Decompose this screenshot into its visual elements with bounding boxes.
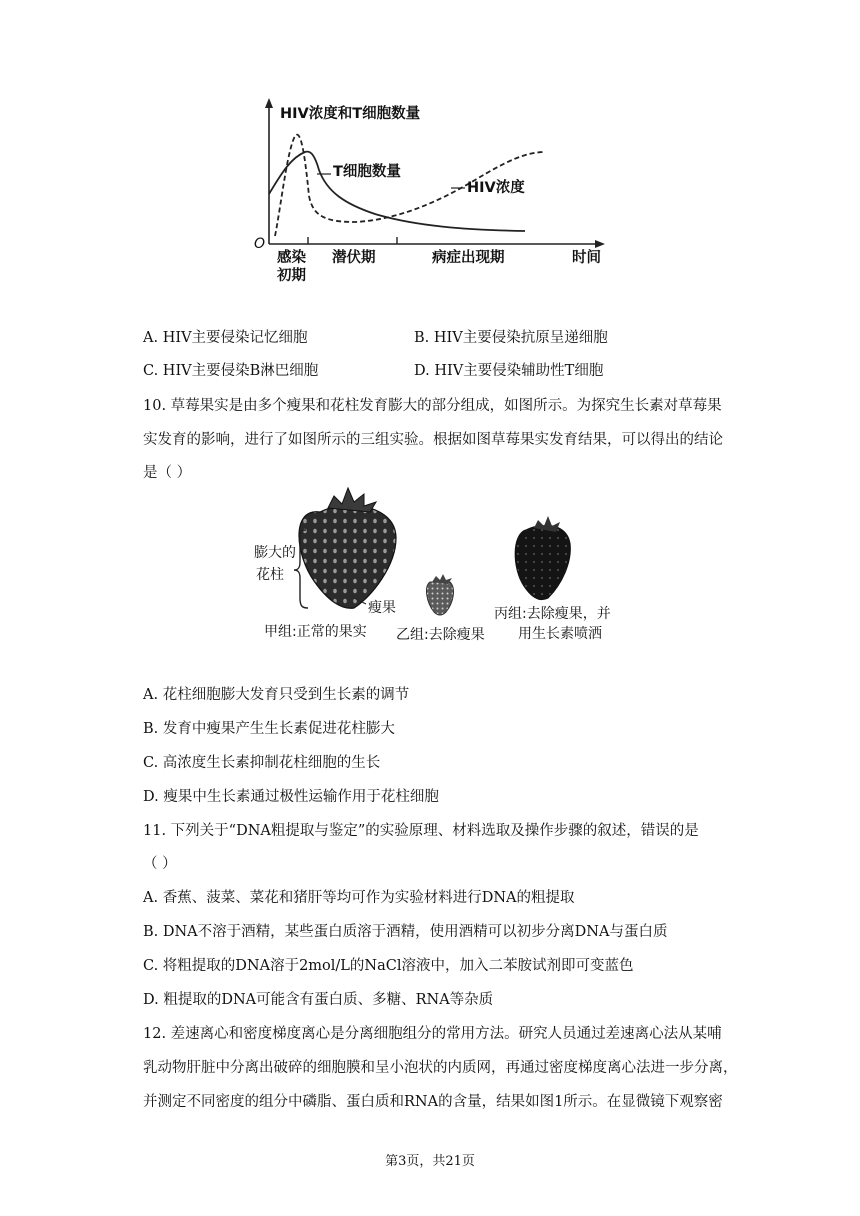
group3-label-2: 用生长素喷洒 [518, 626, 602, 642]
q11-option-d: D. 粗提取的DNA可能含有蛋白质、多糖、RNA等杂质 [143, 992, 494, 1008]
q11-option-c: C. 将粗提取的DNA溶于2mol/L的NaCl溶液中，加入二苯胺试剂即可变蓝色 [143, 958, 634, 974]
q11-option-a: A. 香蕉、菠菜、菜花和猪肝等均可作为实验材料进行DNA的粗提取 [143, 890, 575, 906]
q10-stem-line1: 10. 草莓果实是由多个瘦果和花柱发育膨大的部分组成，如图所示。为探究生长素对草莓果 [143, 398, 722, 414]
q11-stem-line1: 11. 下列关于“DNA粗提取与鉴定”的实验原理、材料选取及操作步骤的叙述，错误的是 [143, 823, 699, 839]
graph-xlabel: 时间 [572, 250, 601, 266]
q10-stem-line3: 是（ ） [143, 465, 192, 481]
phase-latent: 潜伏期 [332, 250, 376, 266]
graph-ylabel: HIV浓度和T细胞数量 [280, 106, 421, 122]
phase-symptom: 病症出现期 [432, 250, 505, 266]
q9-option-a: A. HIV主要侵染记忆细胞 [143, 330, 308, 346]
q10-option-a: A. 花柱细胞膨大发育只受到生长素的调节 [143, 687, 410, 703]
group3-label-1: 丙组:去除瘦果，并 [494, 606, 611, 622]
graph-origin: O [254, 236, 266, 252]
hiv-label: HIV浓度 [467, 180, 525, 196]
q10-option-c: C. 高浓度生长素抑制花柱细胞的生长 [143, 755, 381, 771]
strawberry-auxin-sprayed [515, 516, 570, 600]
q10-stem-line2: 实发育的影响，进行了如图所示的三组实验。根据如图草莓果实发育结果，可以得出的结论 [143, 432, 723, 448]
q12-stem-line3: 并测定不同密度的组分中磷脂、蛋白质和RNA的含量，结果如图1所示。在显微镜下观察密 [143, 1094, 723, 1110]
strawberry-normal [299, 488, 396, 608]
x-axis-arrow [595, 240, 605, 248]
hiv-tcell-graph [245, 96, 615, 291]
phase-infection-2: 初期 [277, 268, 306, 284]
q11-option-b: B. DNA不溶于酒精，某些蛋白质溶于酒精，使用酒精可以初步分离DNA与蛋白质 [143, 924, 668, 940]
page-footer: 第3页，共21页 [385, 1154, 475, 1169]
y-axis-arrow [265, 98, 273, 108]
q9-option-d: D. HIV主要侵染辅助性T细胞 [414, 363, 604, 379]
group1-label: 甲组:正常的果实 [264, 624, 367, 640]
q12-stem-line2: 乳动物肝脏中分离出破碎的细胞膜和呈小泡状的内质网，再通过密度梯度离心法进一步分离， [143, 1060, 738, 1076]
q11-stem-line2: （ ） [143, 856, 177, 872]
brace-label-2: 花柱 [256, 567, 284, 583]
q10-option-b: B. 发育中瘦果产生生长素促进花柱膨大 [143, 721, 395, 737]
q10-option-d: D. 瘦果中生长素通过极性运输作用于花柱细胞 [143, 789, 439, 805]
q12-stem-line1: 12. 差速离心和密度梯度离心是分离细胞组分的常用方法。研究人员通过差速离心法从某哺 [143, 1026, 722, 1042]
q9-option-b: B. HIV主要侵染抗原呈递细胞 [414, 330, 608, 346]
tcell-label: T细胞数量 [333, 164, 401, 180]
q9-option-c: C. HIV主要侵染B淋巴细胞 [143, 363, 319, 379]
brace-label-1: 膨大的 [254, 545, 296, 561]
group2-label: 乙组:去除瘦果 [396, 627, 485, 643]
strawberry-figure [250, 486, 615, 648]
phase-infection-1: 感染 [277, 250, 306, 266]
achene-label: 瘦果 [368, 600, 396, 616]
strawberry-achene-removed [427, 574, 454, 615]
